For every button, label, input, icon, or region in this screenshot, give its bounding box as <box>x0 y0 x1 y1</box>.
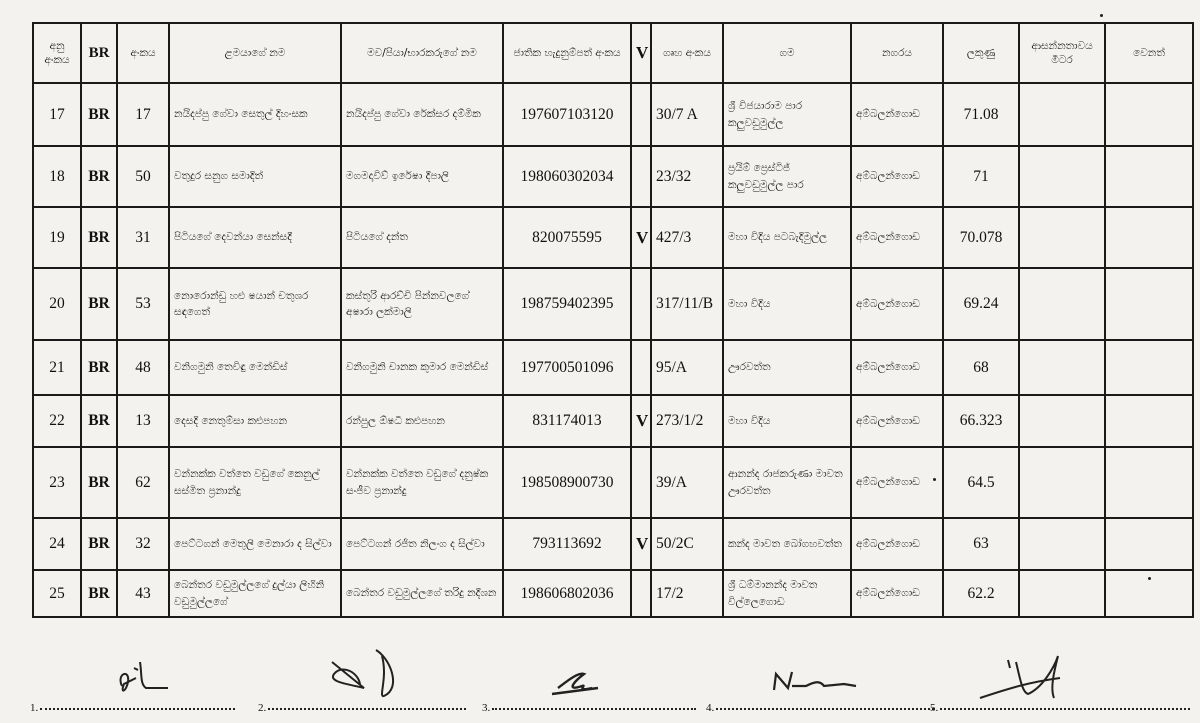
cell-city: අම්බලන්ගොඩ <box>851 83 943 146</box>
signature-dotted-line <box>492 708 696 710</box>
cell-nic: 831174013 <box>503 395 631 447</box>
cell-number: 31 <box>117 207 169 268</box>
cell-parent-name: බෙන්තර වඩුමුල්ලගේ තරිදු නදීශන <box>341 570 503 617</box>
header-house-no: ගෘහ අංකය <box>651 23 723 83</box>
cell-number: 50 <box>117 146 169 207</box>
cell-city: අම්බලන්ගොඩ <box>851 268 943 340</box>
header-v: V <box>631 23 651 83</box>
cell-nic: 198060302034 <box>503 146 631 207</box>
cell-v <box>631 570 651 617</box>
cell-city: අම්බලන්ගොඩ <box>851 340 943 395</box>
cell-city: අම්බලන්ගොඩ <box>851 207 943 268</box>
cell-nic: 198759402395 <box>503 268 631 340</box>
cell-br: BR <box>81 570 117 617</box>
header-marks: ලකුණු <box>943 23 1019 83</box>
signature-line-1 <box>30 648 235 718</box>
cell-serial: 23 <box>33 447 81 518</box>
signature-number: 1. <box>30 702 39 714</box>
cell-house-no: 427/3 <box>651 207 723 268</box>
cell-distance <box>1019 518 1105 570</box>
table-row <box>33 518 1193 570</box>
cell-marks: 71.08 <box>943 83 1019 146</box>
cell-marks: 62.2 <box>943 570 1019 617</box>
cell-child-name: පිටියගේ දෙවන්යා සෙන්සදී <box>169 207 341 268</box>
cell-parent-name: පිටියගේ දන්ත <box>341 207 503 268</box>
signature-number: 2. <box>258 702 267 714</box>
cell-other <box>1105 207 1193 268</box>
cell-marks: 63 <box>943 518 1019 570</box>
table-row <box>33 395 1193 447</box>
cell-v: V <box>631 207 651 268</box>
header-parent-name: මව/පියා/භාරකරුගේ නම <box>341 23 503 83</box>
cell-child-name: වනිගමුනි තෙවිඳු මෙන්ඩිස් <box>169 340 341 395</box>
signature-number: 3. <box>482 702 491 714</box>
cell-number: 62 <box>117 447 169 518</box>
cell-distance <box>1019 395 1105 447</box>
cell-distance <box>1019 146 1105 207</box>
cell-nic: 197607103120 <box>503 83 631 146</box>
cell-v <box>631 83 651 146</box>
cell-br: BR <box>81 395 117 447</box>
signature-2-mark <box>278 648 438 714</box>
cell-village: මහා විදිය <box>723 268 851 340</box>
ink-speck <box>1100 14 1103 17</box>
signature-line-3 <box>482 648 696 718</box>
signature-1-mark <box>50 648 190 708</box>
cell-br: BR <box>81 146 117 207</box>
cell-br: BR <box>81 340 117 395</box>
cell-br: BR <box>81 447 117 518</box>
cell-serial: 25 <box>33 570 81 617</box>
cell-city: අම්බලන්ගොඩ <box>851 146 943 207</box>
cell-number: 53 <box>117 268 169 340</box>
table-row <box>33 447 1193 518</box>
cell-child-name: වන්නක්ක වත්තෙ වඩුගේ කෙනුල් සස්මිත ප්‍රනාන්දු <box>169 447 341 518</box>
cell-village: මහා විදිය පටබැදිමුල්ල <box>723 207 851 268</box>
cell-village: මහා විදිය <box>723 395 851 447</box>
cell-house-no: 39/A <box>651 447 723 518</box>
cell-city: අම්බලන්ගොඩ <box>851 395 943 447</box>
cell-marks: 69.24 <box>943 268 1019 340</box>
signature-line-5 <box>930 648 1190 718</box>
header-child-name: ළමයාගේ නම <box>169 23 341 83</box>
cell-number: 13 <box>117 395 169 447</box>
admission-register-table <box>32 22 1194 618</box>
cell-house-no: 317/11/B <box>651 268 723 340</box>
cell-parent-name: මගමදාවිව් ඉරේෂා දීපාලි <box>341 146 503 207</box>
cell-other <box>1105 395 1193 447</box>
signature-5-mark <box>950 648 1130 712</box>
header-city: නගරය <box>851 23 943 83</box>
cell-city: අම්බලන්ගොඩ <box>851 570 943 617</box>
cell-serial: 20 <box>33 268 81 340</box>
cell-serial: 19 <box>33 207 81 268</box>
table-row <box>33 268 1193 340</box>
signature-line-2 <box>258 648 466 718</box>
cell-v <box>631 268 651 340</box>
cell-house-no: 50/2C <box>651 518 723 570</box>
cell-parent-name: පෙට්ටගන් රජිත නිලංග ද සිල්වා <box>341 518 503 570</box>
cell-city: අම්බලන්ගොඩ <box>851 518 943 570</box>
cell-serial: 21 <box>33 340 81 395</box>
cell-child-name: දෙසදි නෙතුම්සා කළුපහන <box>169 395 341 447</box>
cell-marks: 64.5 <box>943 447 1019 518</box>
cell-village: ආනන්ද රාජකරුණා මාවත ඌරවත්ත <box>723 447 851 518</box>
cell-nic: 820075595 <box>503 207 631 268</box>
cell-parent-name: වන්නක්ක වත්තෙ වඩුගේ දනුෂ්ක සංජීව ප්‍රනාන්දු <box>341 447 503 518</box>
cell-parent-name: රන්පුල ඕෂධී කළුපහන <box>341 395 503 447</box>
signature-number: 5. <box>930 702 939 714</box>
cell-house-no: 23/32 <box>651 146 723 207</box>
cell-house-no: 17/2 <box>651 570 723 617</box>
cell-number: 48 <box>117 340 169 395</box>
cell-v <box>631 340 651 395</box>
cell-other <box>1105 518 1193 570</box>
cell-child-name: නොරොන්ඩු හළු ෂයාන් චතුශර සඳගෙත් <box>169 268 341 340</box>
cell-marks: 66.323 <box>943 395 1019 447</box>
cell-marks: 71 <box>943 146 1019 207</box>
cell-br: BR <box>81 518 117 570</box>
header-br: BR <box>81 23 117 83</box>
header-number: අංකය <box>117 23 169 83</box>
cell-child-name: නයිදප්පු ගේවා සෙතුල් දිහංසක <box>169 83 341 146</box>
cell-br: BR <box>81 207 117 268</box>
cell-distance <box>1019 83 1105 146</box>
table-row <box>33 207 1193 268</box>
cell-serial: 17 <box>33 83 81 146</box>
cell-other <box>1105 146 1193 207</box>
signature-4-mark <box>726 648 886 708</box>
cell-distance <box>1019 268 1105 340</box>
signature-line-4 <box>706 648 934 718</box>
cell-village: ප්‍රයිම් ප්‍රෙස්ටිජ් කලුවඩුමුල්ල පාර <box>723 146 851 207</box>
cell-v <box>631 146 651 207</box>
cell-village: ශ්‍රී ධම්මානන්ද මාවත විල්ලෙගොඩ <box>723 570 851 617</box>
ink-speck <box>1148 577 1151 580</box>
cell-number: 32 <box>117 518 169 570</box>
table-row <box>33 570 1193 617</box>
cell-village: ශ්‍රී විජයාරාම පාර කලුවඩුමුල්ල <box>723 83 851 146</box>
table-row <box>33 146 1193 207</box>
cell-serial: 22 <box>33 395 81 447</box>
cell-parent-name: වනිගමුනි චානක කුමාර මෙන්ඩිස් <box>341 340 503 395</box>
cell-parent-name: කස්තුරි ආරච්චි පින්නවලගේ අෂාරා ලක්මාලි <box>341 268 503 340</box>
signature-3-mark <box>502 648 642 708</box>
ink-speck <box>933 478 936 481</box>
header-row <box>33 23 1193 83</box>
cell-other <box>1105 447 1193 518</box>
cell-marks: 68 <box>943 340 1019 395</box>
cell-v <box>631 447 651 518</box>
cell-village: ඌරවත්ත <box>723 340 851 395</box>
cell-city: අම්බලන්ගොඩ <box>851 447 943 518</box>
header-nic: ජාතික හැදුනුම්පත් අංකය <box>503 23 631 83</box>
cell-distance <box>1019 207 1105 268</box>
table-row <box>33 83 1193 146</box>
cell-distance <box>1019 340 1105 395</box>
cell-child-name: වතුදුර සනුග සමාදිත් <box>169 146 341 207</box>
cell-house-no: 95/A <box>651 340 723 395</box>
signature-number: 4. <box>706 702 715 714</box>
header-village: ගම <box>723 23 851 83</box>
cell-child-name: බෙන්තර වඩුමුල්ලගේ දුල්යා ලිහිනි වඩුමුල්ලගේ <box>169 570 341 617</box>
cell-nic: 197700501096 <box>503 340 631 395</box>
cell-other <box>1105 340 1193 395</box>
signature-area <box>30 648 1190 718</box>
header-distance: ආසන්නතාවය මීටර <box>1019 23 1105 83</box>
cell-house-no: 30/7 A <box>651 83 723 146</box>
cell-parent-name: නයිදප්පු ගේවා රේක්සර දම්මික <box>341 83 503 146</box>
cell-child-name: පෙට්ටගන් මෙතුලි මෙනාරා ද සිල්වා <box>169 518 341 570</box>
cell-serial: 18 <box>33 146 81 207</box>
cell-serial: 24 <box>33 518 81 570</box>
cell-house-no: 273/1/2 <box>651 395 723 447</box>
cell-br: BR <box>81 83 117 146</box>
cell-nic: 793113692 <box>503 518 631 570</box>
cell-marks: 70.078 <box>943 207 1019 268</box>
cell-other <box>1105 268 1193 340</box>
cell-nic: 198606802036 <box>503 570 631 617</box>
cell-nic: 198508900730 <box>503 447 631 518</box>
signature-dotted-line <box>716 708 934 710</box>
header-other: වෙනත් <box>1105 23 1193 83</box>
cell-village: කන්ද මාවත බෝගහවත්ත <box>723 518 851 570</box>
cell-v: V <box>631 395 651 447</box>
signature-dotted-line <box>40 708 235 710</box>
cell-number: 17 <box>117 83 169 146</box>
cell-number: 43 <box>117 570 169 617</box>
cell-distance <box>1019 570 1105 617</box>
table-row <box>33 340 1193 395</box>
header-serial: අනු අංකය <box>33 23 81 83</box>
cell-distance <box>1019 447 1105 518</box>
cell-other <box>1105 83 1193 146</box>
cell-v: V <box>631 518 651 570</box>
cell-br: BR <box>81 268 117 340</box>
